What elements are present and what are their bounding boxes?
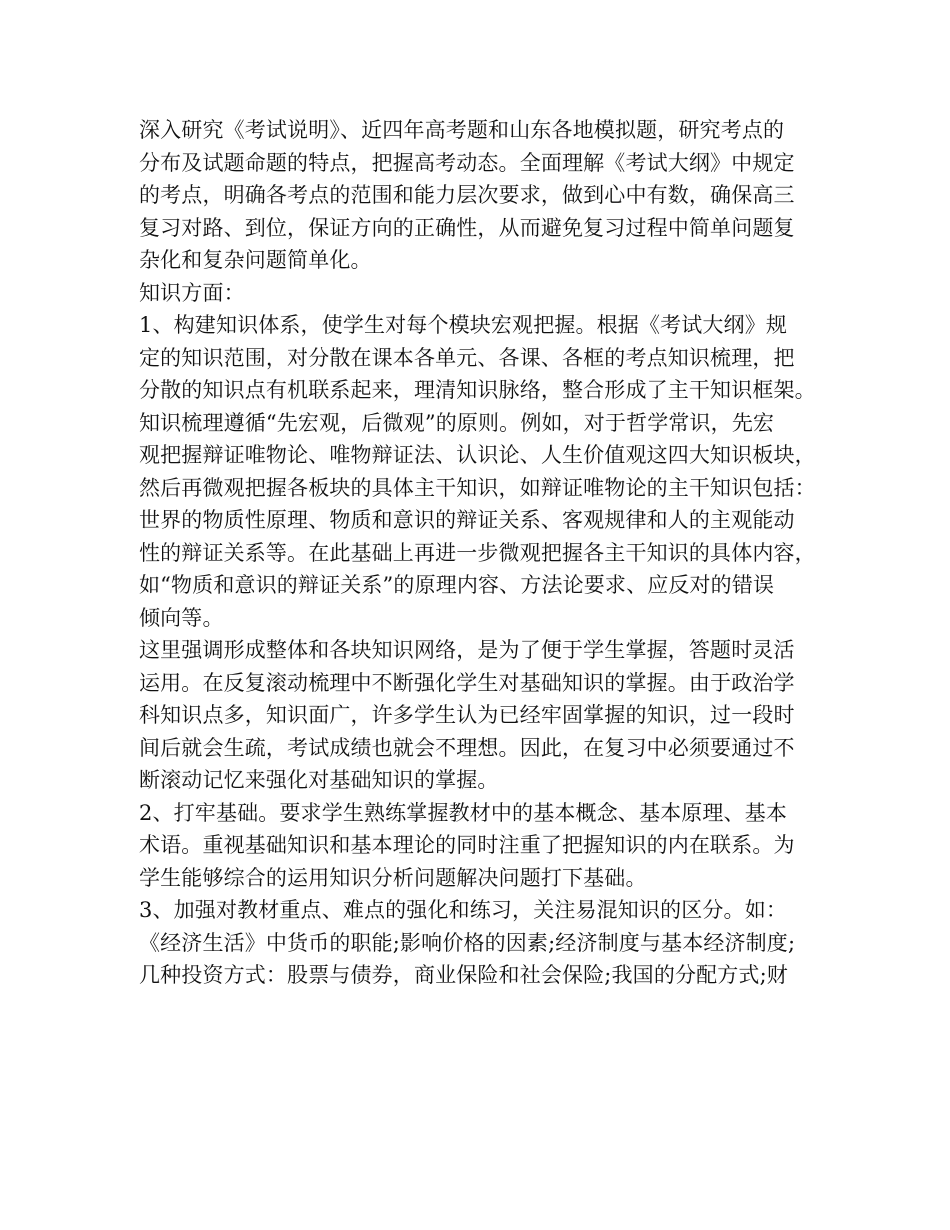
text-line: 3、加强对教材重点、难点的强化和练习，关注易混知识的区分。如： <box>139 898 788 922</box>
document-body <box>139 114 829 992</box>
text-line: 几种投资方式：股票与债券，商业保险和社会保险;我国的分配方式;财 <box>139 963 788 987</box>
text-line: 这里强调形成整体和各块知识网络，是为了便于学生掌握，答题时灵活 <box>139 638 795 662</box>
text-line: 倾向等。 <box>139 605 224 630</box>
text-line: 知识梳理遵循“先宏观，后微观”的原则。例如，对于哲学常识，先宏 <box>139 410 775 435</box>
text-line: 1、构建知识体系，使学生对每个模块宏观把握。根据《考试大纲》规 <box>139 313 788 337</box>
text-line: 2、打牢基础。要求学生熟练掌握教材中的基本概念、基本原理、基本 <box>139 800 788 825</box>
text-line: 运用。在反复滚动梳理中不断强化学生对基础知识的掌握。由于政治学 <box>139 670 795 695</box>
section-heading-knowledge: 知识方面： <box>139 280 245 305</box>
text-line: 世界的物质性原理、物质和意识的辩证关系、客观规律和人的主观能动 <box>139 508 795 532</box>
text-line: 分散的知识点有机联系起来，理清知识脉络，整合形成了主干知识框架。 <box>139 378 816 402</box>
text-line: 性的辩证关系等。在此基础上再进一步微观把握各主干知识的具体内容， <box>139 540 816 565</box>
text-line: 《经济生活》中货币的职能;影响价格的因素;经济制度与基本经济制度; <box>139 930 796 955</box>
text-line: 然后再微观把握各板块的具体主干知识，如辩证唯物论的主干知识包括： <box>139 475 816 500</box>
text-line: 分布及试题命题的特点，把握高考动态。全面理解《考试大纲》中规定 <box>139 150 795 175</box>
text-line: 断滚动记忆来强化对基础知识的掌握。 <box>139 768 499 792</box>
text-line: 学生能够综合的运用知识分析问题解决问题打下基础。 <box>139 865 647 890</box>
text-line: 杂化和复杂问题简单化。 <box>139 248 372 272</box>
text-line: 的考点，明确各考点的范围和能力层次要求，做到心中有数，确保高三 <box>139 183 795 207</box>
text-line: 科知识点多，知识面广，许多学生认为已经牢固掌握的知识，过一段时 <box>139 703 795 727</box>
text-line: 深入研究《考试说明》、近四年高考题和山东各地模拟题，研究考点的 <box>139 118 785 142</box>
text-line: 定的知识范围，对分散在课本各单元、各课、各框的考点知识梳理，把 <box>139 345 795 370</box>
text-line: 术语。重视基础知识和基本理论的同时注重了把握知识的内在联系。为 <box>139 833 795 857</box>
text-line: 复习对路、到位，保证方向的正确性，从而避免复习过程中简单问题复 <box>139 215 795 240</box>
text-line: 如“物质和意识的辩证关系”的原理内容、方法论要求、应反对的错误 <box>139 573 775 597</box>
text-line: 间后就会生疏，考试成绩也就会不理想。因此，在复习中必须要通过不 <box>139 735 795 760</box>
text-line: 观把握辩证唯物论、唯物辩证法、认识论、人生价值观这四大知识板块， <box>139 443 816 467</box>
